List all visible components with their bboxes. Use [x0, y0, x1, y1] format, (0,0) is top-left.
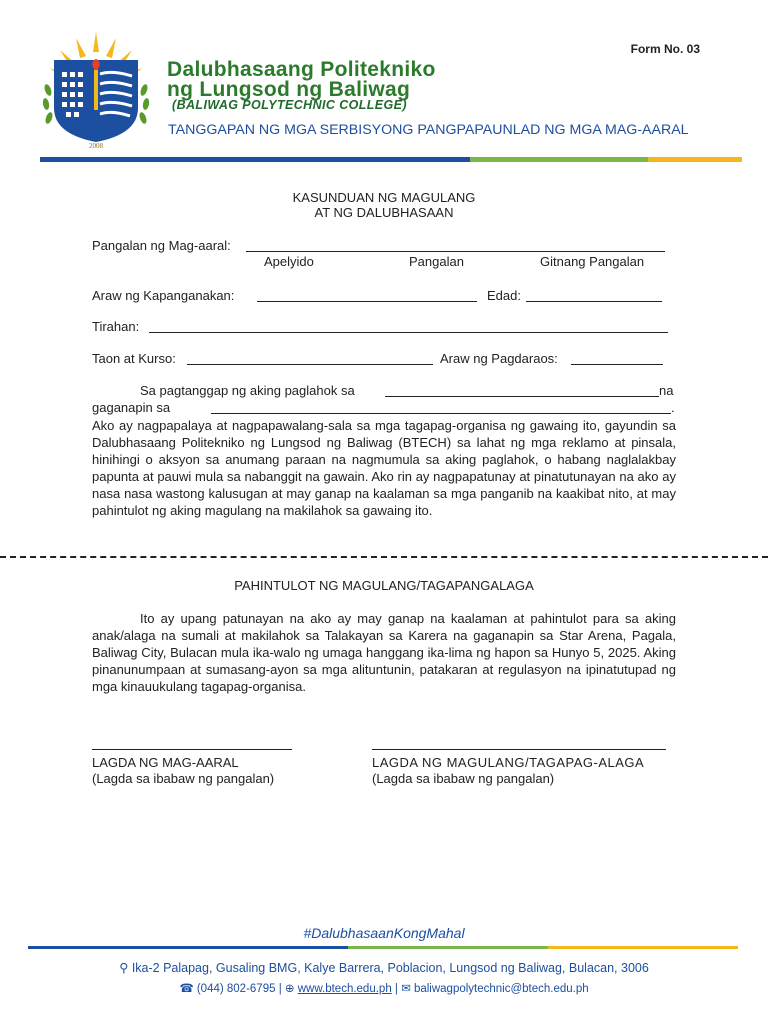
header-bar-green [470, 157, 648, 162]
college-english-name: (BALIWAG POLYTECHNIC COLLEGE) [172, 98, 407, 112]
form-number: Form No. 03 [630, 42, 700, 56]
footer-address: Ika-2 Palapag, Gusaling BMG, Kalye Barrera, Poblacion, Lungsod ng Baliwag, Bulacan, 3006 [131, 961, 649, 975]
student-name-field[interactable] [246, 251, 665, 252]
footer-address-row [0, 960, 768, 975]
venue-field[interactable] [211, 413, 671, 414]
birthdate-label: Araw ng Kapanganakan: [92, 288, 235, 303]
year-course-label: Taon at Kurso: [92, 351, 176, 366]
header-bar-yellow [648, 157, 742, 162]
agreement-intro: Sa pagtanggap ng aking paglahok sa [140, 383, 355, 398]
consent-title: PAHINTULOT NG MAGULANG/TAGAPANGALAGA [234, 578, 534, 593]
cut-line [0, 556, 768, 558]
consent-body: Ito ay upang patunayan na ako ay may ganap na kaalaman at pahintulot para sa aking anak/alaga na sumali at makilahok sa Talakayan sa Karera na gaganapin sa Star Arena, Pagala, Baliwag City, Bulacan mula ika-walo ng umaga hanggang ika-lima ng hapon sa Hunyo 5, 2025. Aking pinanunumpaan at sumasang-ayon sa mga alituntunin, patakaran at regulasyon na ipinatutupad ng mga kinauukulang tagapag-organisa. [92, 611, 676, 694]
event-date-field[interactable] [571, 364, 663, 365]
college-name-line1: Dalubhasaang Politekniko [167, 58, 436, 81]
surname-caption: Apelyido [264, 254, 314, 269]
location-pin-icon: ⚲ [119, 961, 129, 975]
parent-signature-hint: (Lagda sa ibabaw ng pangalan) [372, 771, 555, 786]
footer-email[interactable]: baliwagpolytechnic@btech.edu.ph [413, 983, 589, 995]
agreement-venue-label: gaganapin sa [92, 400, 171, 415]
activity-field[interactable] [385, 396, 659, 397]
footer-website-link[interactable]: www.btech.edu.ph [297, 983, 392, 995]
footer-bar-blue [28, 946, 348, 949]
footer-phone: (044) 802-6795 [196, 983, 276, 995]
form-title-line2: AT NG DALUBHASAAN [314, 205, 454, 220]
agreement-na: na [659, 383, 674, 398]
birthdate-field[interactable] [257, 301, 477, 302]
parent-signature-label: LAGDA NG MAGULANG/TAGAPAG-ALAGA [372, 755, 645, 770]
header-bar-blue [40, 157, 470, 162]
mail-icon: ✉ [401, 983, 411, 995]
age-field[interactable] [526, 301, 662, 302]
year-course-field[interactable] [187, 364, 433, 365]
event-date-label: Araw ng Pagdaraos: [440, 351, 558, 366]
college-logo [40, 30, 152, 150]
logo-year: 2008 [89, 142, 103, 150]
given-name-caption: Pangalan [409, 254, 464, 269]
address-label: Tirahan: [92, 319, 140, 334]
address-field[interactable] [149, 332, 668, 333]
footer-hashtag: #DalubhasaanKongMahal [303, 925, 465, 941]
middle-name-caption: Gitnang Pangalan [540, 254, 645, 269]
age-label: Edad: [487, 288, 521, 303]
footer-bar-green [348, 946, 548, 949]
footer-bar-yellow [548, 946, 738, 949]
office-name: TANGGAPAN NG MGA SERBISYONG PANGPAPAUNLAD NG MGA MAG-AARAL [168, 122, 689, 138]
parent-signature-line[interactable] [372, 749, 666, 750]
student-name-label: Pangalan ng Mag-aaral: [92, 238, 231, 253]
globe-icon: ⊕ [284, 983, 295, 995]
college-name-line2: ng Lungsod ng Baliwag [167, 78, 411, 101]
footer-contact-row: ☎ (044) 802-6795 | ⊕ www.btech.edu.ph | ✉ baliwagpolytechnic@btech.edu.ph [179, 983, 589, 995]
student-signature-label: LAGDA NG MAG-AARAL [92, 755, 239, 770]
student-signature-line[interactable] [92, 749, 292, 750]
student-signature-hint: (Lagda sa ibabaw ng pangalan) [92, 771, 275, 786]
agreement-body: Ako ay nagpapalaya at nagpapawalang-sala sa mga tagapag-organisa ng gawaing ito, gayundin sa Dalubhasaang Politekniko ng Lungsod ng Baliwag (BTECH) sa lahat ng mga reklamo at pinsala, hinihingi o aksyon sa anumang paraan na nagmumula sa aking paglahok, o habang naglalakbay papunta at pauwi mula sa nabanggit na gawain. Ako rin ay nagpapatunay at pinatutunayan na ako ay nasa nasa wastong kalusugan at may ganap na kaalaman sa mga panganib na kaakibat nito, at may pahintulot ng aking magulang na makilahok sa gawaing ito. [92, 418, 676, 518]
form-title-line1: KASUNDUAN NG MAGULANG [292, 190, 476, 205]
phone-icon: ☎ [179, 983, 194, 995]
